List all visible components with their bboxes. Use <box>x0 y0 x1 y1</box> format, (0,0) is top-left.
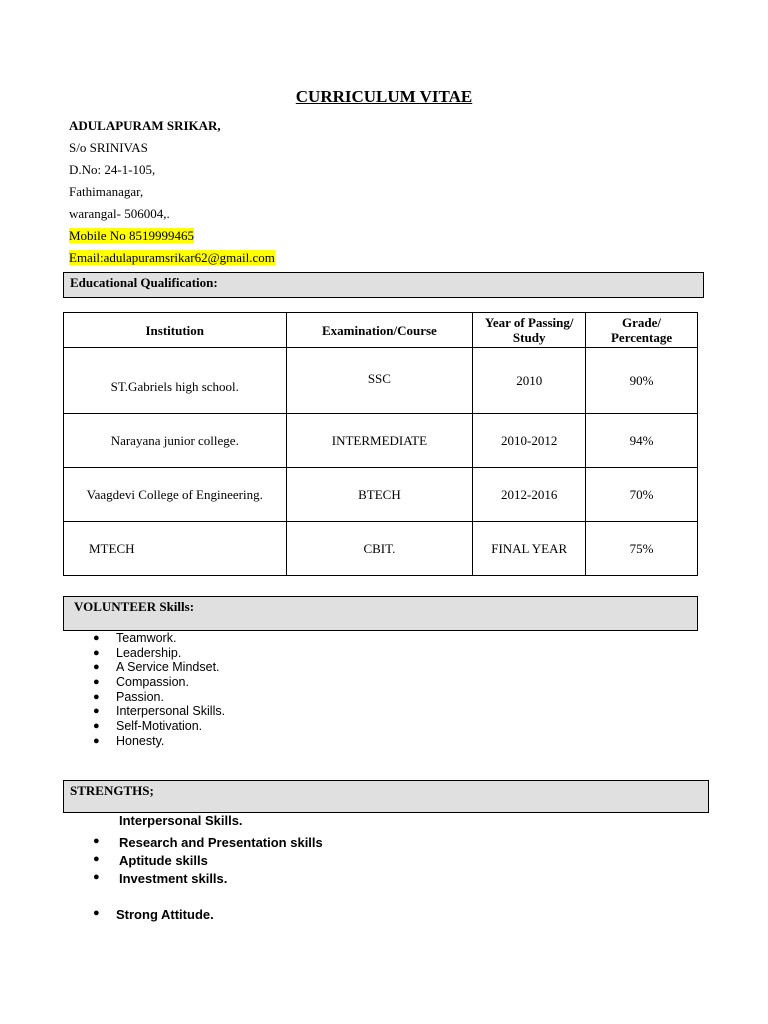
list-item: ● Interpersonal Skills. <box>93 704 226 719</box>
course-cell: SSC <box>286 348 473 414</box>
table-row <box>64 348 698 414</box>
year-cell: 2012-2016 <box>473 468 586 522</box>
document-title: CURRICULUM VITAE <box>295 87 473 106</box>
bullet-icon: ● <box>93 632 100 644</box>
list-item: ● Leadership. <box>93 645 182 660</box>
course-cell: BTECH <box>286 468 473 522</box>
list-item: ● Aptitude skills <box>93 853 208 868</box>
institution-cell: Narayana junior college. <box>64 414 287 468</box>
grade-cell: 90% <box>586 348 698 414</box>
grade-cell: 94% <box>586 414 698 468</box>
email-address: Email:adulapuramsrikar62@gmail.com <box>69 250 275 265</box>
bullet-icon: ● <box>93 720 100 733</box>
column-header-year: Year of Passing/ Study <box>473 313 586 348</box>
year-cell: 2010 <box>473 348 586 414</box>
volunteer-section-header <box>63 596 698 631</box>
bullet-icon: ● <box>93 835 100 847</box>
education-header-row <box>64 313 698 348</box>
relation-line: S/o SRINIVAS <box>69 140 148 155</box>
year-cell: 2010-2012 <box>473 414 586 468</box>
bullet-icon: ● <box>93 734 100 747</box>
list-item: Interpersonal Skills. <box>119 813 243 828</box>
bullet-icon: ● <box>93 705 100 718</box>
column-header-institution: Institution <box>64 313 287 348</box>
list-item: ● Teamwork. <box>93 631 177 645</box>
course-cell: CBIT. <box>286 522 473 576</box>
bullet-icon: ● <box>93 661 100 674</box>
volunteer-heading: VOLUNTEER Skills: <box>74 599 195 614</box>
table-row <box>64 468 698 522</box>
institution-cell: MTECH <box>64 522 287 576</box>
institution-cell: ST.Gabriels high school. <box>64 348 287 414</box>
list-item: ● Investment skills. <box>93 871 228 886</box>
door-number: D.No: 24-1-105, <box>69 162 156 177</box>
bullet-icon: ● <box>93 690 100 703</box>
table-row <box>64 414 698 468</box>
bullet-icon: ● <box>93 853 100 865</box>
table-row <box>64 522 698 576</box>
institution-cell: Vaagdevi College of Engineering. <box>64 468 287 522</box>
bullet-icon: ● <box>93 646 100 659</box>
list-item: ● Honesty. <box>93 733 165 748</box>
bullet-icon: ● <box>93 871 100 883</box>
locality: Fathimanagar, <box>69 184 144 199</box>
list-item: ● Strong Attitude. <box>93 907 214 922</box>
list-item: ● Compassion. <box>93 675 189 690</box>
grade-cell: 75% <box>586 522 698 576</box>
column-header-course: Examination/Course <box>286 313 473 348</box>
bullet-icon: ● <box>93 907 100 919</box>
strengths-heading: STRENGTHS; <box>70 783 154 798</box>
course-cell: INTERMEDIATE <box>286 414 473 468</box>
bullet-icon: ● <box>93 676 100 689</box>
applicant-name: ADULAPURAM SRIKAR, <box>69 118 221 133</box>
grade-cell: 70% <box>586 468 698 522</box>
strengths-section-header <box>63 780 709 813</box>
year-cell: FINAL YEAR <box>473 522 586 576</box>
education-heading: Educational Qualification: <box>70 275 218 290</box>
city-pincode: warangal- 506004,. <box>69 206 170 221</box>
education-table <box>63 312 698 576</box>
list-item: ● Self-Motivation. <box>93 719 203 734</box>
list-item: ● A Service Mindset. <box>93 660 220 675</box>
education-section-header <box>63 272 704 298</box>
mobile-number: Mobile No 8519999465 <box>69 228 194 243</box>
column-header-grade: Grade/ Percentage <box>586 313 698 348</box>
volunteer-skills-list <box>93 631 226 749</box>
list-item: ● Research and Presentation skills <box>93 835 323 850</box>
list-item: ● Passion. <box>93 689 164 704</box>
